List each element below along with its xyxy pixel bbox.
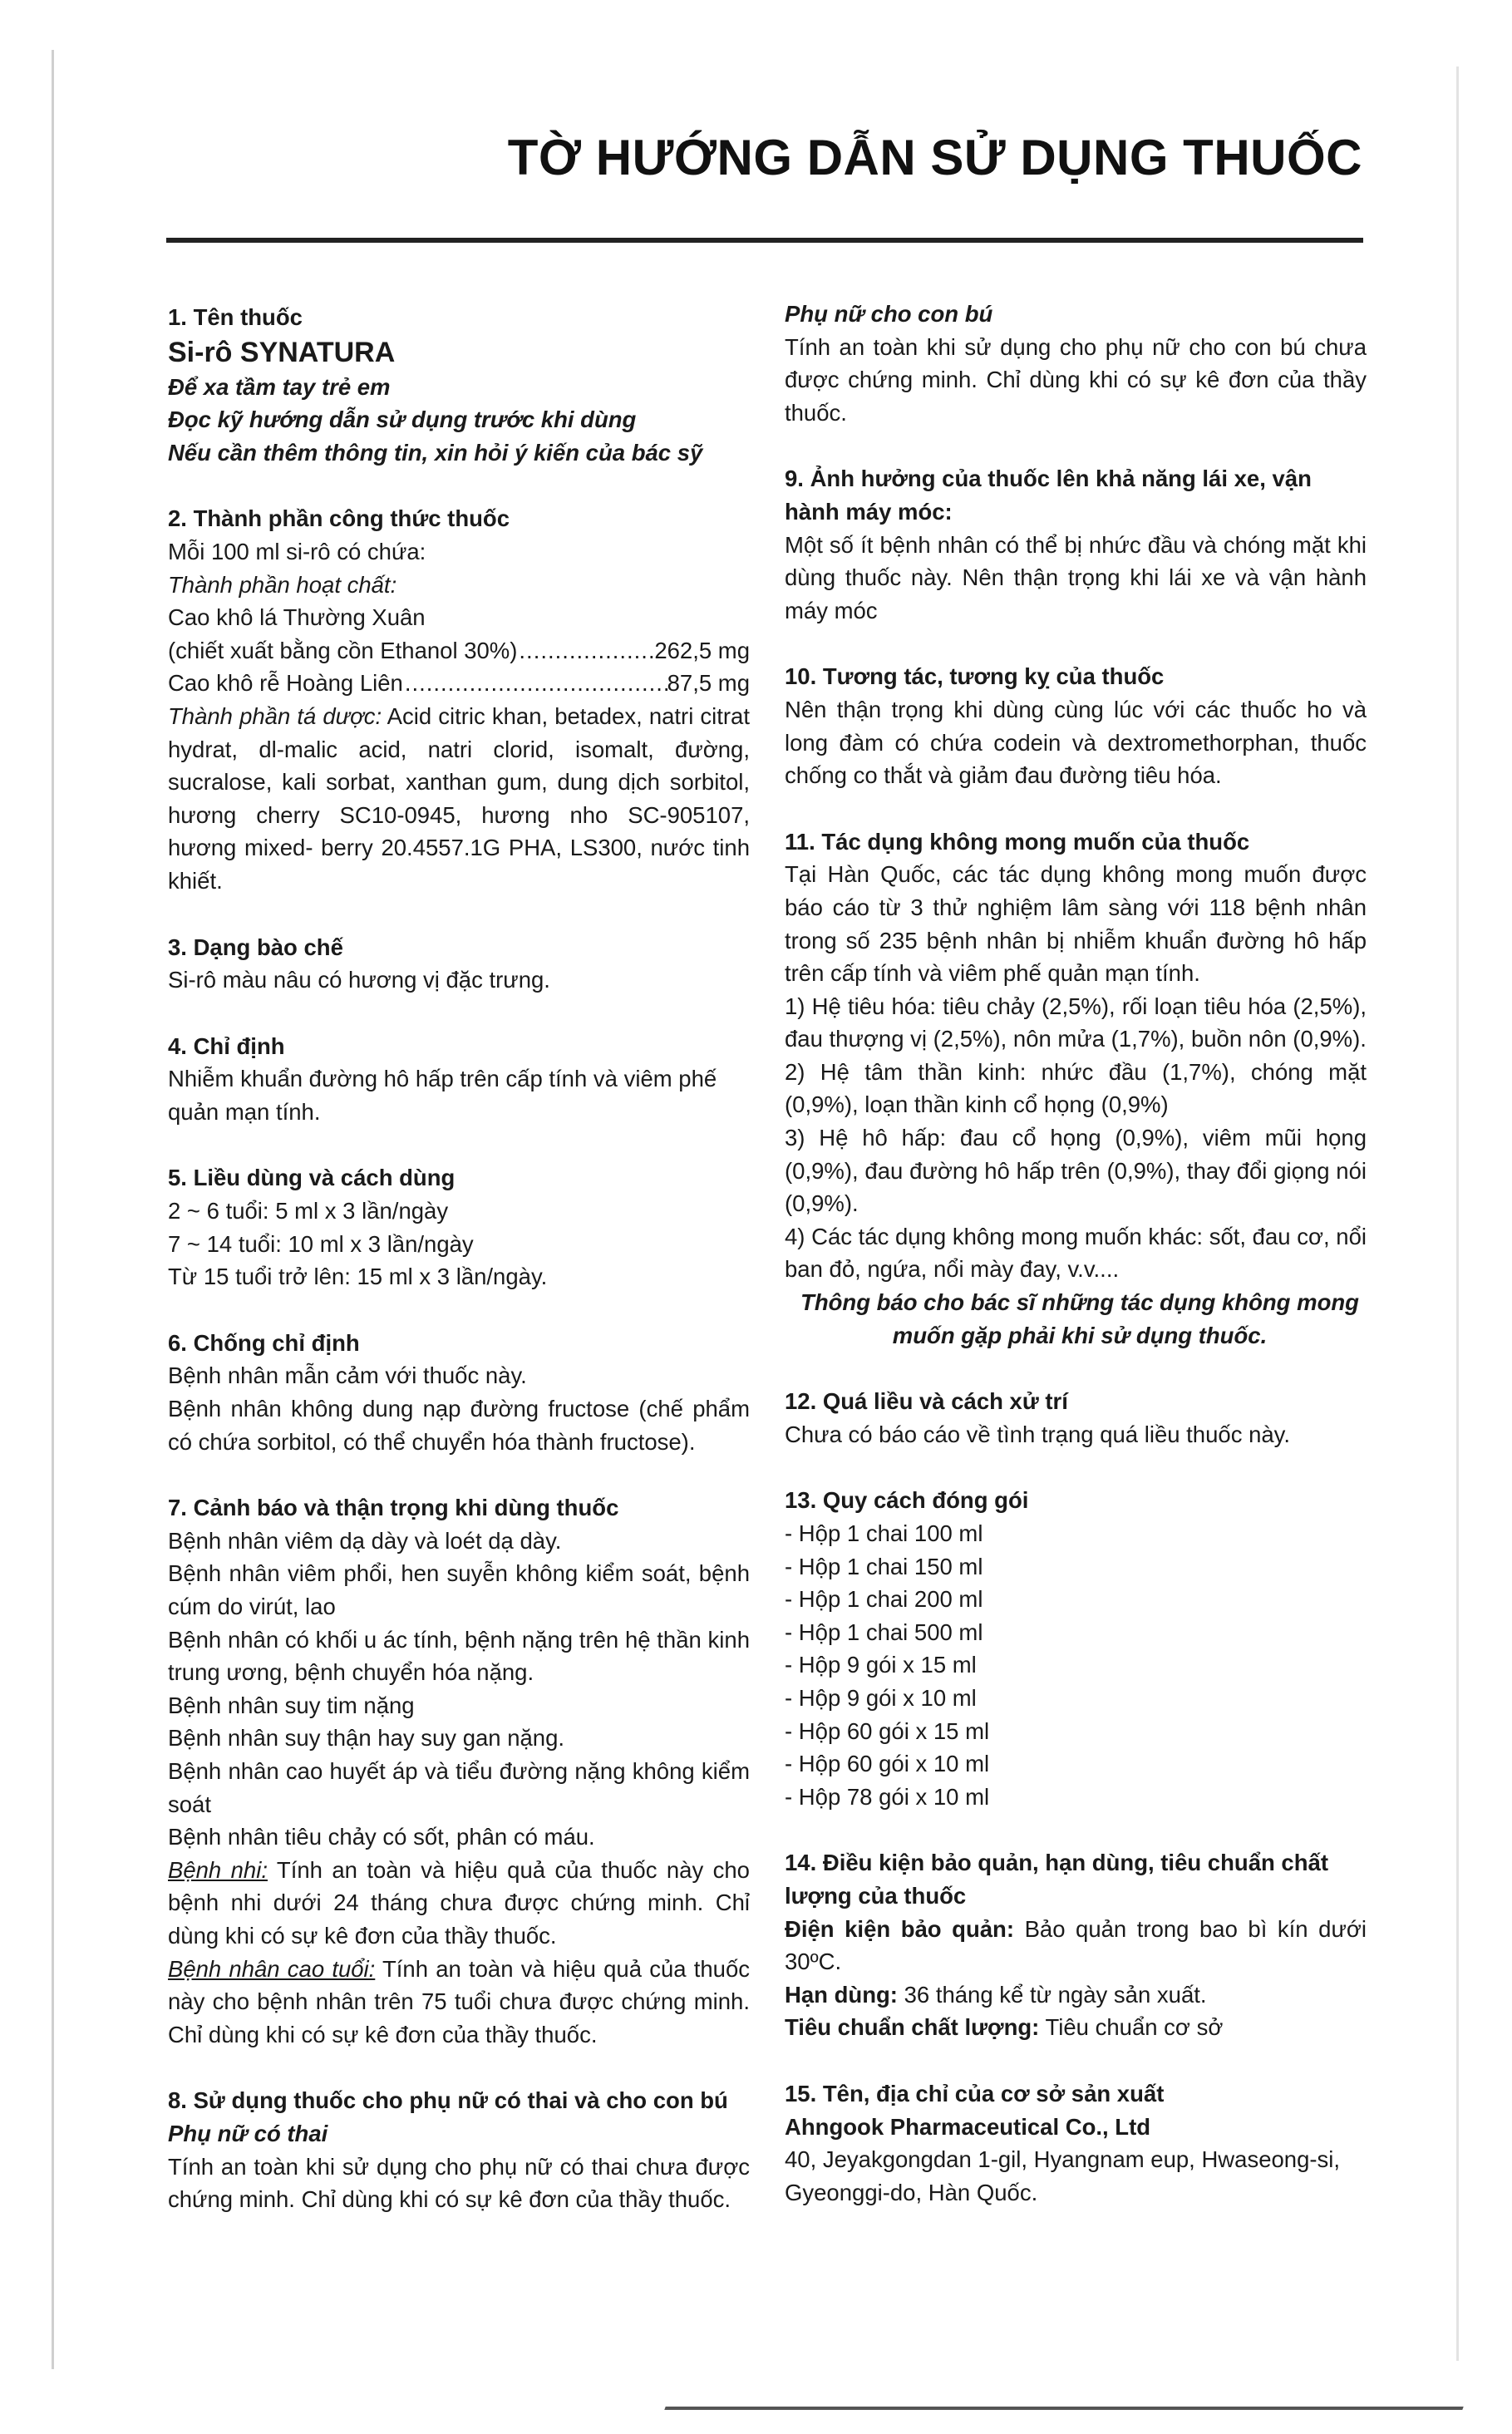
doctor-notice: Thông báo cho bác sĩ những tác dụng không mong muốn gặp phải khi sử dụng thuốc.: [800, 1289, 1359, 1348]
quality-line: [785, 2011, 1367, 2044]
contraindication-line: Bệnh nhân mẫn cảm với thuốc này.: [168, 1362, 527, 1389]
section-dosage: [168, 1161, 750, 1293]
pregnancy-label: Phụ nữ có thai: [168, 2120, 328, 2146]
section-heading: 7. Cảnh báo và thận trọng khi dùng thuốc: [168, 1495, 619, 1521]
section-manufacturer: [785, 2077, 1367, 2209]
section-text: Một số ít bệnh nhân có thể bị nhức đầu và chóng mặt khi dùng thuốc này. Nên thận trọng khi lái xe và vận hành máy móc: [785, 531, 1367, 623]
section-packaging: [785, 1484, 1367, 1813]
section-overdose: [785, 1385, 1367, 1451]
warning-item: Bệnh nhân có khối u ác tính, bệnh nặng trên hệ thần kinh trung ương, bệnh chuyển hóa nặng.: [168, 1626, 750, 1686]
pediatric-label: Bệnh nhi:: [168, 1856, 268, 1883]
warning-item: Bệnh nhân viêm phổi, hen suyễn không kiểm soát, bệnh cúm do virút, lao: [168, 1560, 750, 1619]
warning-item: Bệnh nhân suy tim nặng: [168, 1692, 415, 1718]
storage-line: [785, 1913, 1367, 1978]
section-indications: [168, 1030, 750, 1129]
pregnancy-text: Tính an toàn khi sử dụng cho phụ nữ có thai chưa được chứng minh. Chỉ dùng khi có sự kê đơn của thầy thuốc.: [168, 2153, 750, 2213]
section-heading: 15. Tên, địa chỉ của cơ sở sản xuất: [785, 2080, 1165, 2106]
section-text: Chưa có báo cáo về tình trạng quá liều thuốc này.: [785, 1421, 1291, 1447]
section-warnings: [168, 1491, 750, 2051]
section-pregnancy-continued: [785, 298, 1367, 429]
warning-line: Nếu cần thêm thông tin, xin hỏi ý kiến của bác sỹ: [168, 439, 703, 466]
ingredient-row: [168, 667, 750, 700]
section-text: Si-rô màu nâu có hương vị đặc trưng.: [168, 967, 550, 993]
dot-leader: [517, 634, 654, 668]
section-driving: [785, 462, 1367, 627]
pediatric-text: Tính an toàn và hiệu quả của thuốc này cho bệnh nhi dưới 24 tháng chưa được chứng minh. Chỉ dùng khi có sự kê đơn của thầy thuốc.: [168, 1856, 750, 1949]
section-heading: 8. Sử dụng thuốc cho phụ nữ có thai và cho con bú: [168, 2087, 728, 2114]
excipients-paragraph: [168, 700, 750, 898]
paper-edge-right: [1456, 67, 1459, 2361]
package-item: - Hộp 9 gói x 10 ml: [785, 1684, 977, 1711]
ingredient-name: Cao khô rễ Hoàng Liên: [168, 670, 403, 697]
section-heading: 3. Dạng bào chế: [168, 934, 343, 960]
package-item: - Hộp 1 chai 100 ml: [785, 1520, 983, 1546]
right-column: [785, 301, 1367, 2242]
section-contraindications: [168, 1327, 750, 1458]
composition-intro: Mỗi 100 ml si-rô có chứa:: [168, 538, 426, 564]
package-item: - Hộp 1 chai 150 ml: [785, 1553, 983, 1579]
section-heading: 2. Thành phần công thức thuốc: [168, 505, 510, 532]
section-heading: 6. Chống chỉ định: [168, 1329, 360, 1356]
side-effect-item: 2) Hệ tâm thần kinh: nhức đầu (1,7%), chóng mặt (0,9%), loạn thần kinh cổ họng (0,9%): [785, 1058, 1367, 1118]
elderly-text: Tính an toàn và hiệu quả của thuốc này cho bệnh nhân trên 75 tuổi chưa được chứng minh. Chỉ dùng khi có sự kê đơn của thầy thuốc.: [168, 1955, 751, 2047]
package-item: - Hộp 1 chai 500 ml: [785, 1619, 983, 1645]
section-heading: 4. Chỉ định: [168, 1032, 285, 1059]
ingredient-amount: 262,5 mg: [654, 637, 750, 663]
section-composition: [168, 502, 750, 897]
dosage-line: 2 ~ 6 tuổi: 5 ml x 3 lần/ngày: [168, 1198, 449, 1224]
warning-item: Bệnh nhân viêm dạ dày và loét dạ dày.: [168, 1527, 562, 1554]
contraindication-line: Bệnh nhân không dung nạp đường fructose (chế phẩm có chứa sorbitol, có thể chuyển hóa thành fructose).: [168, 1396, 750, 1455]
title-divider: [166, 238, 1363, 243]
package-item: - Hộp 60 gói x 10 ml: [785, 1751, 990, 1777]
nursing-text: Tính an toàn khi sử dụng cho phụ nữ cho con bú chưa được chứng minh. Chỉ dùng khi có sự kê đơn của thầy thuốc.: [785, 333, 1367, 426]
active-ingredients-label: Thành phần hoạt chất:: [168, 571, 397, 598]
warning-item: Bệnh nhân cao huyết áp và tiểu đường nặng không kiểm soát: [168, 1757, 750, 1817]
section-dosage-form: [168, 931, 750, 997]
elderly-label: Bệnh nhân cao tuổi:: [168, 1955, 376, 1982]
storage-text: Bảo quản trong bao bì kín dưới 30ºC.: [785, 1915, 1367, 1975]
paper-edge-left: [52, 50, 54, 2369]
section-side-effects: [785, 825, 1367, 1352]
section-heading: 5. Liều dùng và cách dùng: [168, 1165, 456, 1191]
warning-line: Để xa tầm tay trẻ em: [168, 373, 391, 400]
side-effect-item: 4) Các tác dụng không mong muốn khác: sốt, đau cơ, nổi ban đỏ, ngứa, nổi mày đay, v.v....: [785, 1223, 1367, 1283]
package-item: - Hộp 60 gói x 15 ml: [785, 1717, 990, 1744]
excipients-label: Thành phần tá dược:: [168, 702, 382, 729]
ingredient-name: Cao khô lá Thường Xuân: [168, 604, 426, 631]
package-item: - Hộp 78 gói x 10 ml: [785, 1783, 990, 1810]
quality-label: Tiêu chuẩn chất lượng:: [785, 2014, 1040, 2041]
package-item: - Hộp 1 chai 200 ml: [785, 1586, 983, 1613]
section-interactions: [785, 660, 1367, 791]
paper-edge-bottom: [664, 2407, 1463, 2410]
nursing-label: Phụ nữ cho con bú: [785, 301, 993, 327]
manufacturer-name: Ahngook Pharmaceutical Co., Ltd: [785, 2113, 1151, 2140]
section-storage: [785, 1846, 1367, 2044]
dosage-line: Từ 15 tuổi trở lên: 15 ml x 3 lần/ngày.: [168, 1264, 548, 1290]
dosage-line: 7 ~ 14 tuổi: 10 ml x 3 lần/ngày: [168, 1230, 474, 1257]
section-heading: 10. Tương tác, tương kỵ của thuốc: [785, 663, 1165, 690]
warning-line: Đọc kỹ hướng dẫn sử dụng trước khi dùng: [168, 406, 637, 433]
dot-leader: [403, 667, 667, 700]
expiry-text: 36 tháng kể từ ngày sản xuất.: [897, 1981, 1207, 2008]
document-title: TỜ HƯỚNG DẪN SỬ DỤNG THUỐC: [507, 130, 1362, 185]
section-heading: 9. Ảnh hưởng của thuốc lên khả năng lái xe, vận hành máy móc:: [785, 466, 1312, 525]
warning-item: Bệnh nhân suy thận hay suy gan nặng.: [168, 1725, 565, 1752]
excipients-list: Acid citric khan, betadex, natri citrat hydrat, dl-malic acid, natri clorid, isomalt, đường, sucralose, kali sorbat, xanthan gum, dung dịch sorbitol, hương cherry SC10-0945, hương nho SC-905107, hương mixed- berry 20.4557.1G PHA, LS300, nước tinh khiết.: [168, 702, 750, 894]
section-heading: 11. Tác dụng không mong muốn của thuốc: [785, 828, 1250, 855]
ingredient-amount: 87,5 mg: [667, 670, 750, 697]
ingredient-extract: (chiết xuất bằng cồn Ethanol 30%): [168, 637, 518, 663]
elderly-note: [168, 1953, 750, 2052]
quality-text: Tiêu chuẩn cơ sở: [1039, 2014, 1224, 2041]
section-text: Nhiễm khuẩn đường hô hấp trên cấp tính và viêm phế quản mạn tính.: [168, 1066, 717, 1125]
section-heading: 14. Điều kiện bảo quản, hạn dùng, tiêu chuẩn chất lượng của thuốc: [785, 1850, 1328, 1909]
package-item: - Hộp 9 gói x 15 ml: [785, 1652, 977, 1678]
manufacturer-address: 40, Jeyakgongdan 1-gil, Hyangnam eup, Hwaseong-si, Gyeonggi-do, Hàn Quốc.: [785, 2146, 1341, 2205]
section-text: Nên thận trọng khi dùng cùng lúc với các thuốc ho và long đàm có chứa codein và dextromethorphan, thuốc chống co thắt và giảm đau đường tiêu hóa.: [785, 696, 1367, 789]
ingredient-row: [168, 634, 750, 668]
expiry-line: [785, 1978, 1367, 2012]
section-heading: 1. Tên thuốc: [168, 304, 303, 330]
side-effect-item: 1) Hệ tiêu hóa: tiêu chảy (2,5%), rối loạn tiêu hóa (2,5%), đau thượng vị (2,5%), nôn mửa (1,7%), buồn nôn (0,9%).: [785, 993, 1367, 1052]
expiry-label: Hạn dùng:: [785, 1981, 898, 2008]
storage-label: Điện kiện bảo quản:: [785, 1915, 1015, 1942]
section-pregnancy: [168, 2084, 750, 2215]
section-heading: 13. Quy cách đóng gói: [785, 1487, 1029, 1514]
side-effects-intro: Tại Hàn Quốc, các tác dụng không mong muốn được báo cáo từ 3 thử nghiệm lâm sàng với 118 bệnh nhân trong số 235 bệnh nhân bị nhiễm khuẩn đường hô hấp trên cấp tính và viêm phế quản mạn tính.: [785, 861, 1367, 987]
side-effect-item: 3) Hệ hô hấp: đau cổ họng (0,9%), viêm mũi họng (0,9%), đau đường hô hấp trên (0,9%), thay đổi giọng nói (0,9%).: [785, 1125, 1367, 1217]
warning-item: Bệnh nhân tiêu chảy có sốt, phân có máu.: [168, 1824, 595, 1850]
left-column: [168, 301, 750, 2249]
section-heading: 12. Quá liều và cách xử trí: [785, 1388, 1068, 1415]
pediatric-note: [168, 1854, 750, 1953]
section-product-name: [168, 301, 750, 469]
product-name: Si-rô SYNATURA: [168, 336, 396, 368]
